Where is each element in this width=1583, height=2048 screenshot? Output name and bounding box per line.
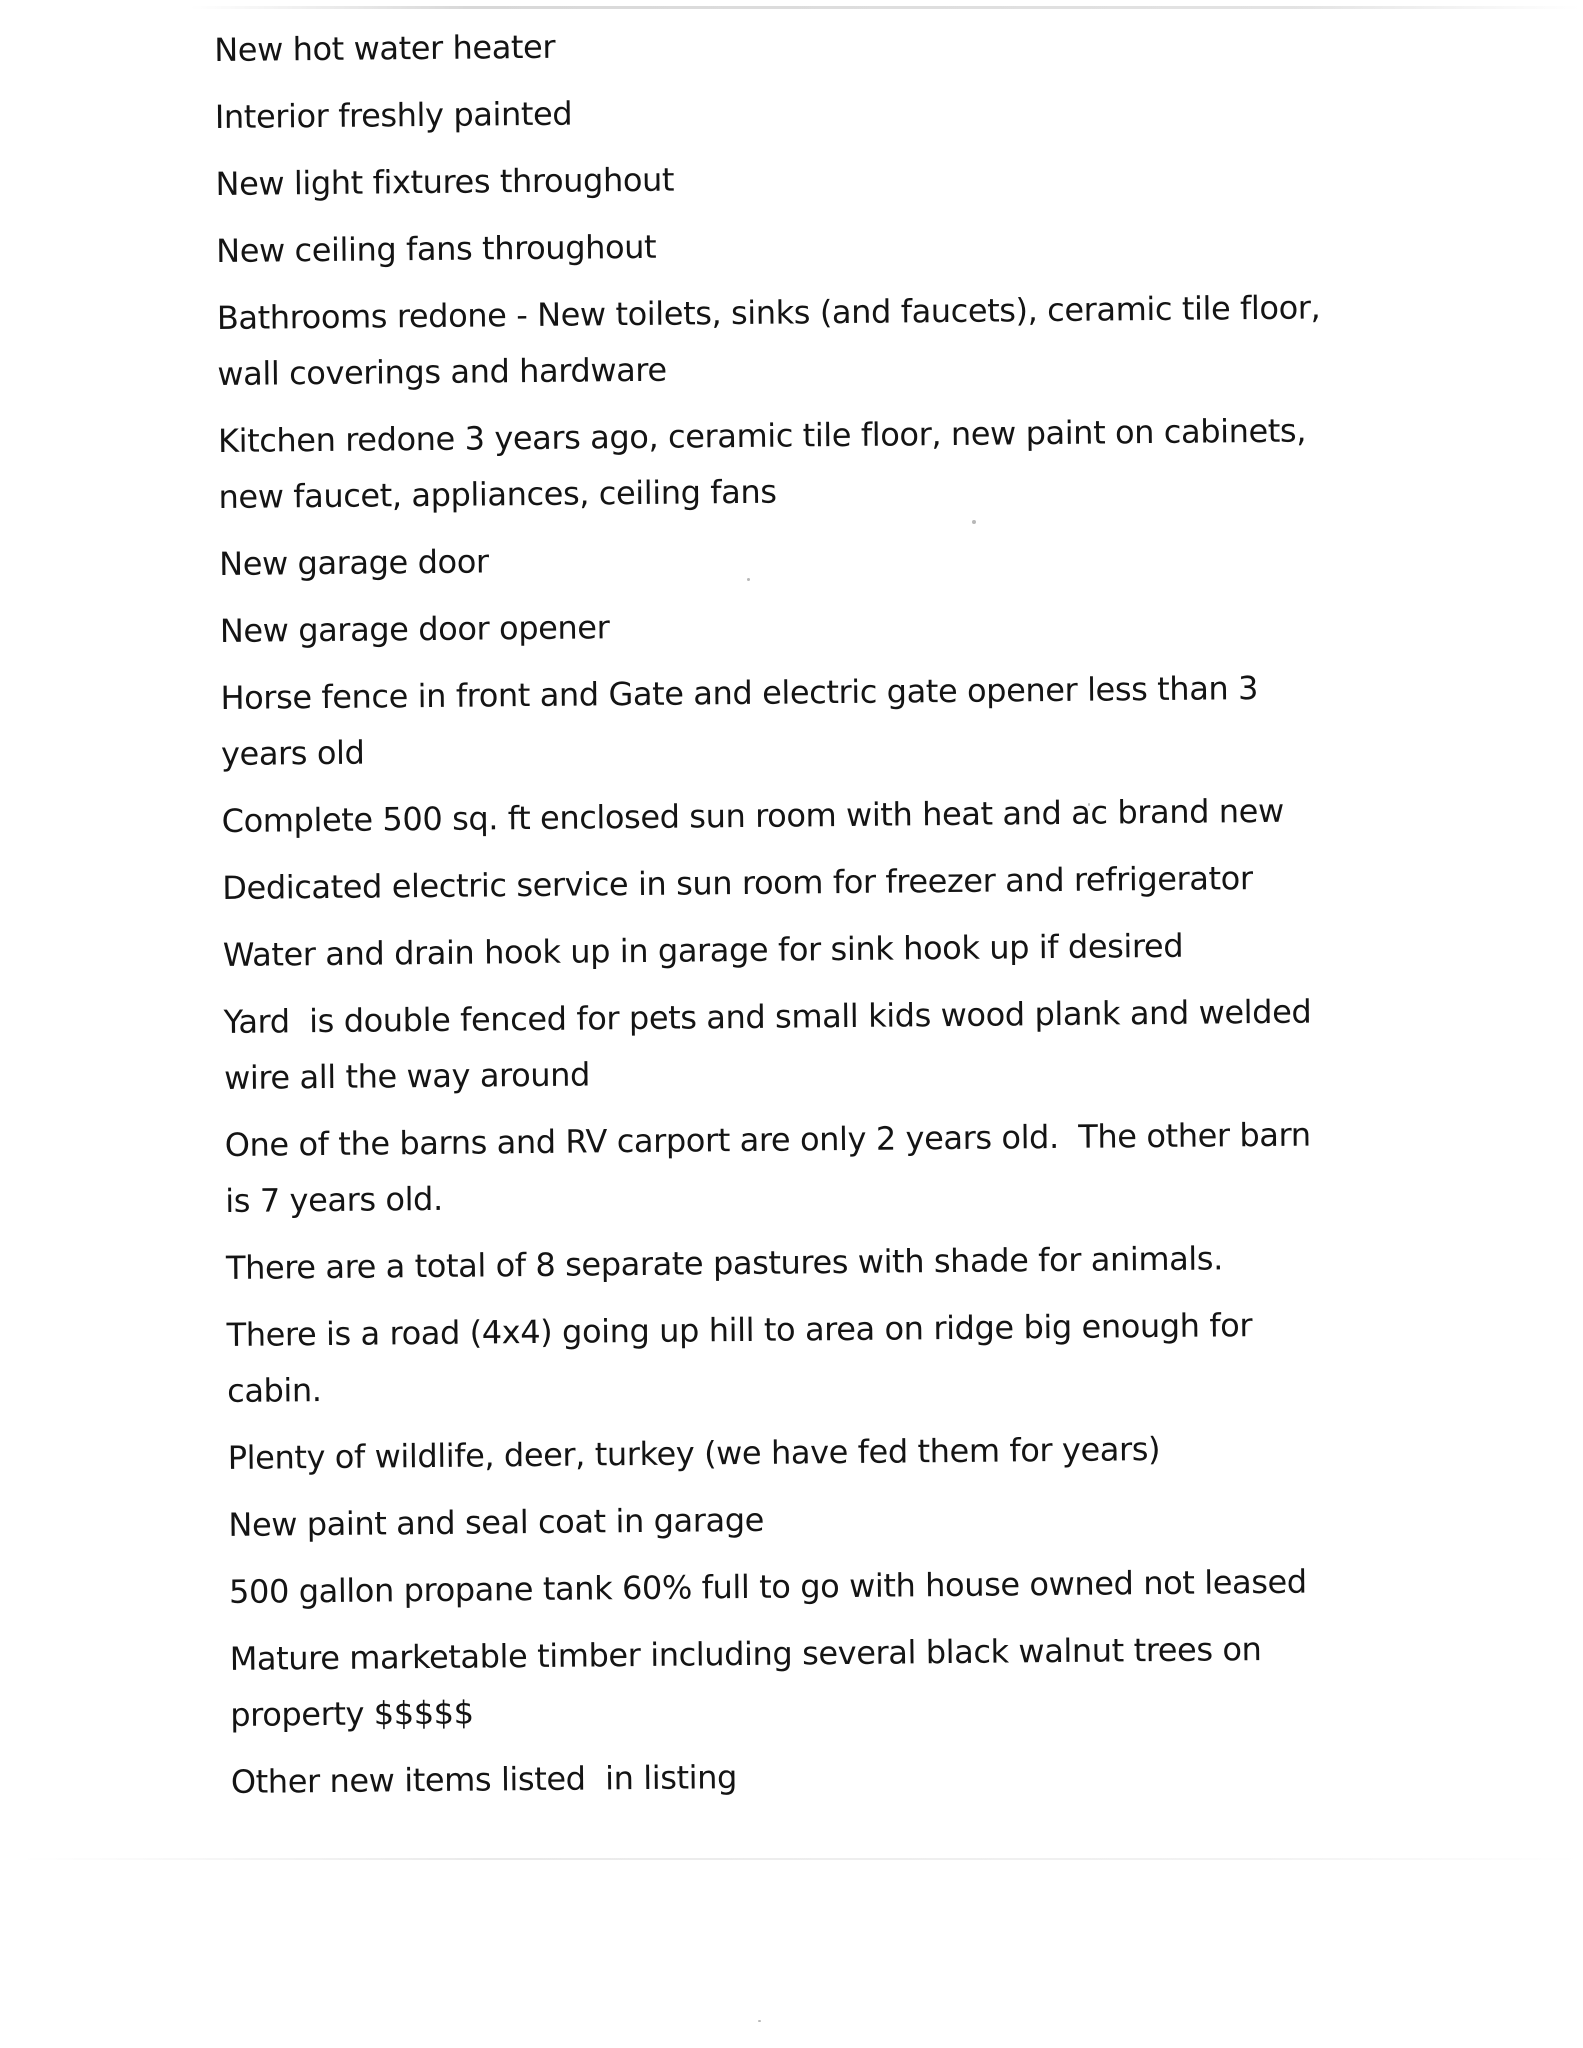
list-item: Water and drain hook up in garage for sink hook up if desired	[222, 926, 1184, 974]
list-item: New hot water heater	[214, 27, 556, 69]
list-item: Yard is double fenced for pets and small kids wood plank and welded wire all the way around	[223, 992, 1312, 1097]
list-item: New garage door	[219, 542, 489, 583]
scan-speck	[758, 2020, 761, 2022]
list-item: New garage door opener	[219, 608, 610, 650]
scan-edge-top	[190, 6, 1580, 9]
list-item: Horse fence in front and Gate and electric gate opener less than 3 years old	[220, 669, 1259, 773]
list-item: New light fixtures throughout	[215, 160, 675, 203]
list-item: Complete 500 sq. ft enclosed sun room with heat and ac brand new	[221, 791, 1284, 840]
list-item: Plenty of wildlife, deer, turkey (we have fed them for years)	[227, 1429, 1161, 1477]
list-item: New ceiling fans throughout	[216, 227, 657, 270]
feature-list	[214, 10, 1431, 1820]
list-item: Mature marketable timber including several black walnut trees on property $$$$$	[229, 1630, 1262, 1734]
list-item: There is a road (4x4) going up hill to area on ridge big enough for cabin.	[226, 1306, 1253, 1410]
list-item: There are a total of 8 separate pastures with shade for animals.	[225, 1239, 1224, 1287]
list-item: Other new items listed in listing	[230, 1758, 738, 1801]
list-item: 500 gallon propane tank 60% full to go with house owned not leased	[228, 1562, 1307, 1611]
list-item: Kitchen redone 3 years ago, ceramic tile floor, new paint on cabinets, new faucet, appliances, ceiling fans	[217, 411, 1307, 516]
list-item: New paint and seal coat in garage	[228, 1500, 765, 1544]
list-item: Interior freshly painted	[214, 94, 573, 136]
list-item: One of the barns and RV carport are only 2 years old. The other barn is 7 years old.	[224, 1115, 1311, 1220]
list-item: Bathrooms redone - New toilets, sinks (and faucets), ceramic tile floor, wall coverings and hardware	[216, 288, 1321, 393]
scan-edge-bottom	[20, 1858, 1580, 1860]
list-item: Dedicated electric service in sun room for freezer and refrigerator	[222, 859, 1253, 907]
